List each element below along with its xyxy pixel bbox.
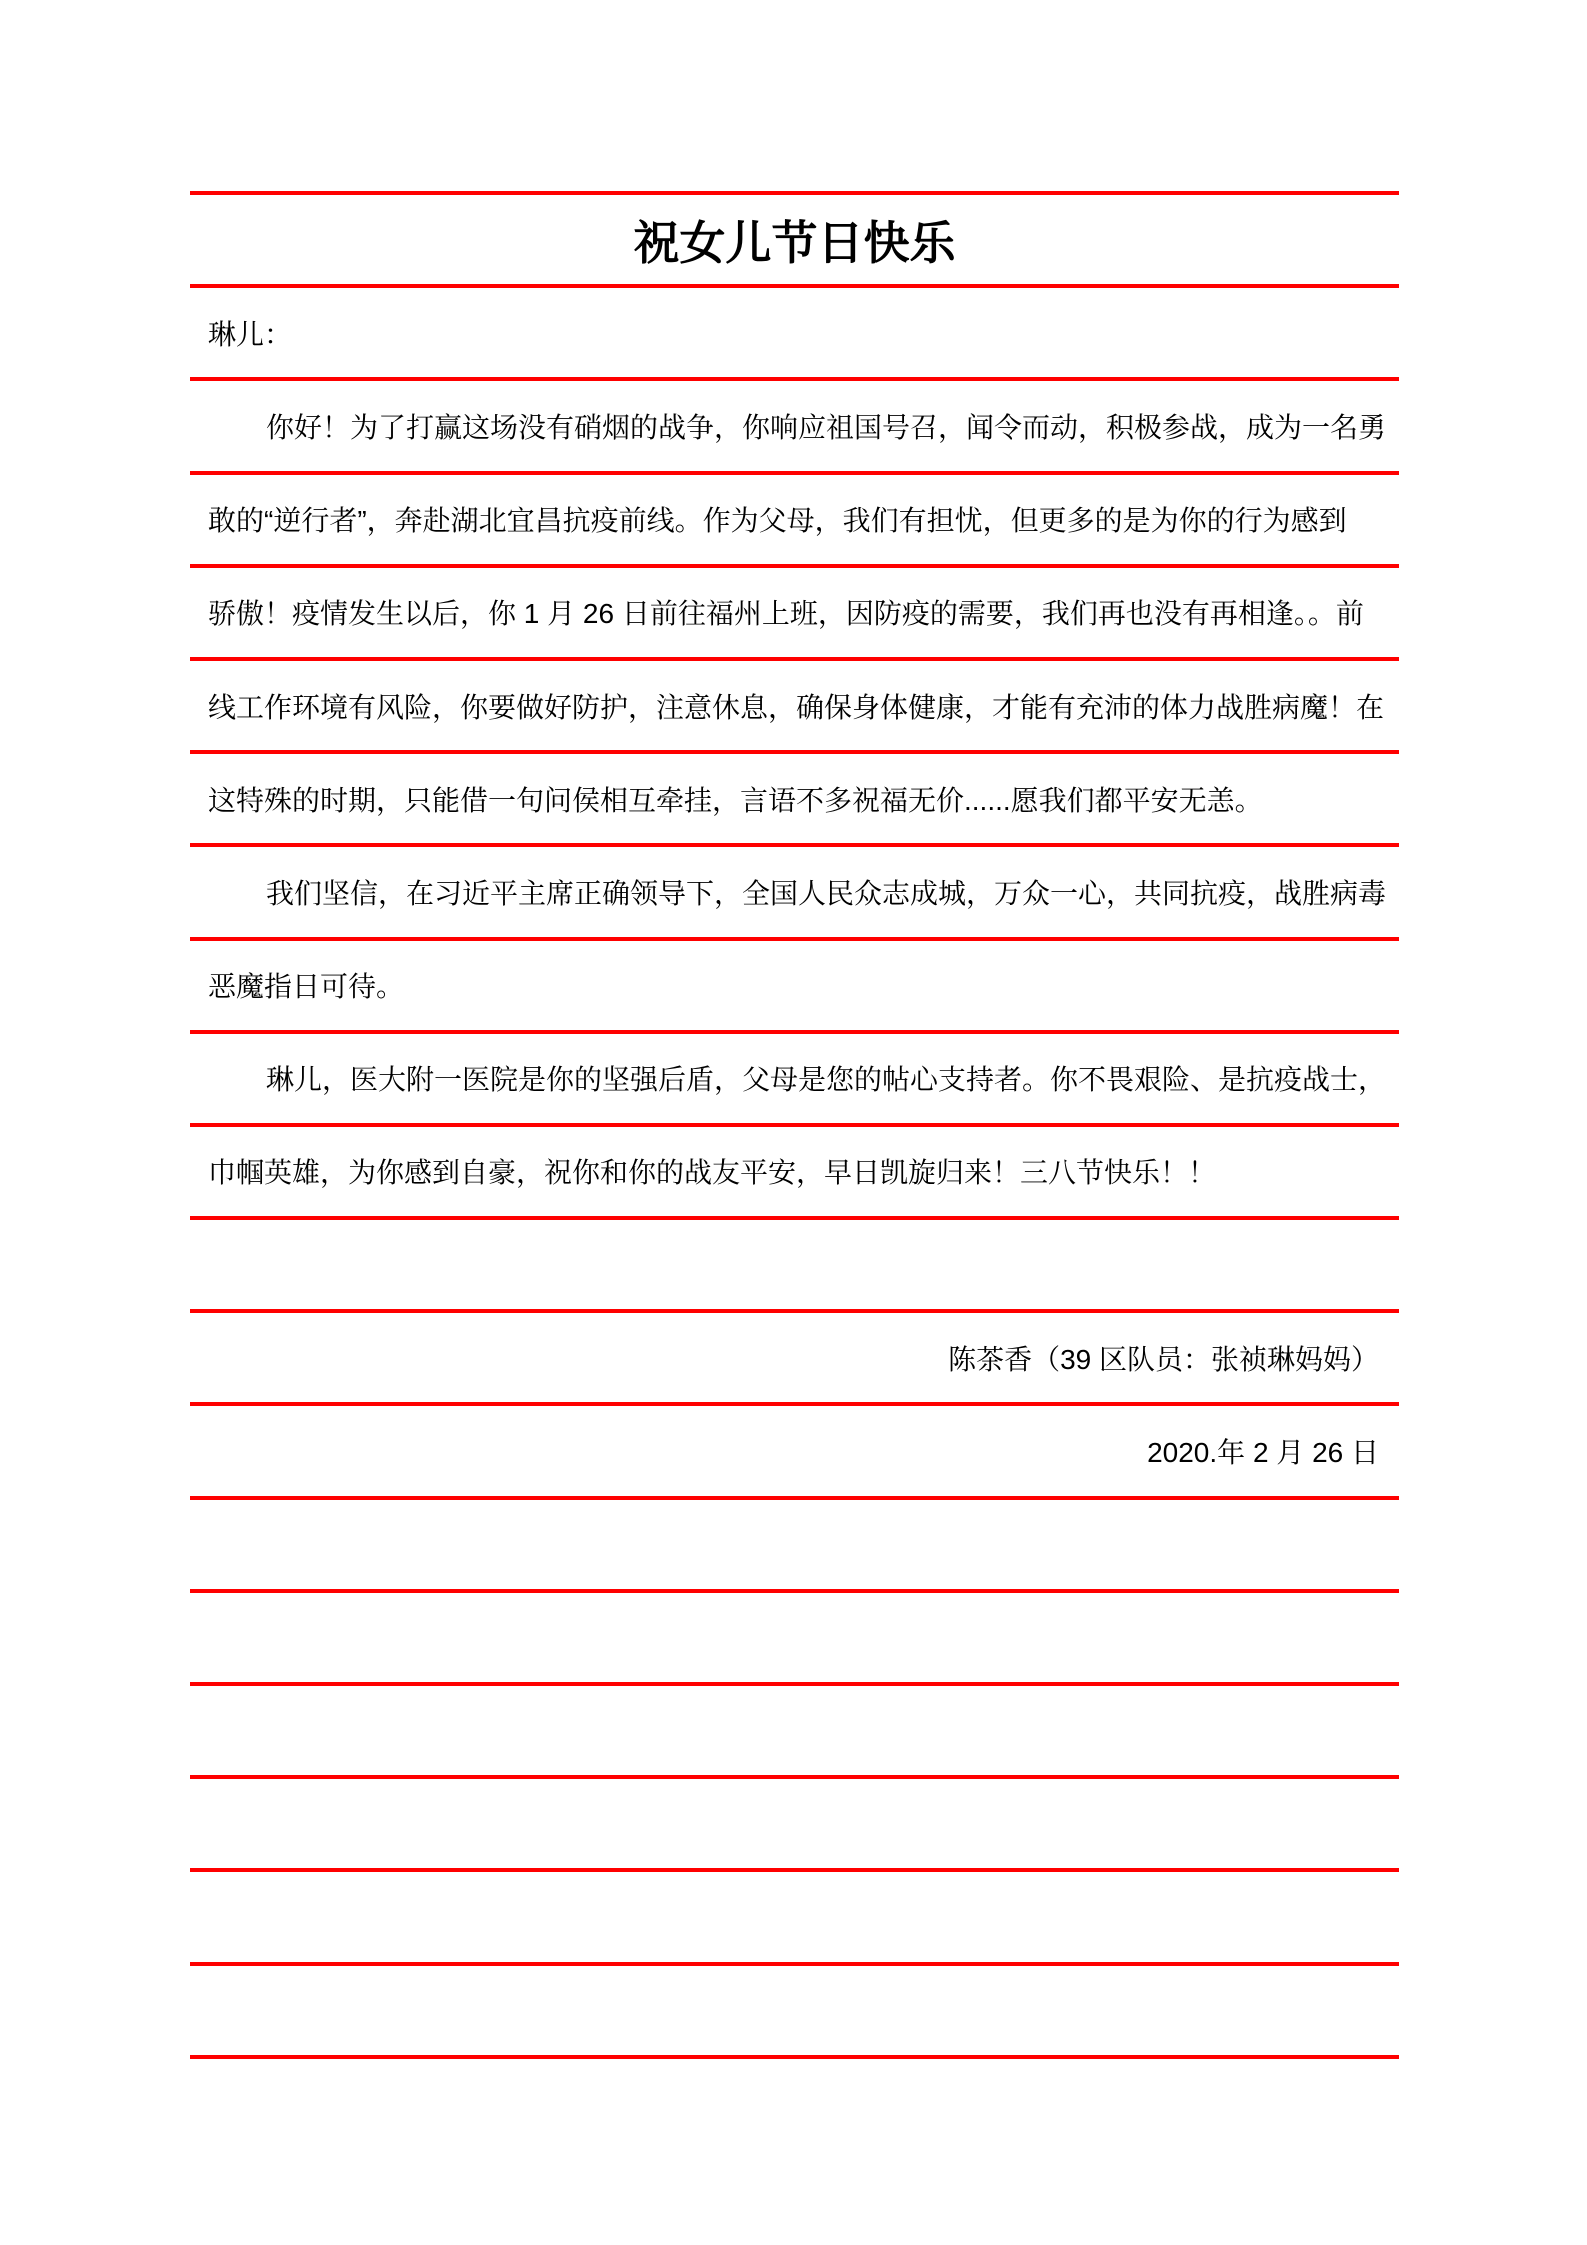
body-row	[190, 564, 1399, 657]
letter-line: 骄傲！疫情发生以后，你 1 月 26 日前往福州上班，因防疫的需要，我们再也没有再相逢。。前	[208, 598, 1364, 630]
body-row	[190, 1123, 1399, 1216]
body-row	[190, 750, 1399, 843]
body-row	[190, 843, 1399, 936]
body-row	[190, 471, 1399, 564]
body-row	[190, 377, 1399, 470]
signature-text: 陈茶香（39 区队员：张祯琳妈妈）	[948, 1343, 1379, 1375]
letter-line: 敢的“逆行者”，奔赴湖北宜昌抗疫前线。作为父母，我们有担忧，但更多的是为你的行为感到	[208, 505, 1347, 537]
letter-line: 琳儿，医大附一医院是你的坚强后盾，父母是您的帖心支持者。你不畏艰险、是抗疫战士，	[266, 1064, 1387, 1096]
letter-line: 线工作环境有风险，你要做好防护，注意休息，确保身体健康，才能有充沛的体力战胜病魔！在	[208, 691, 1385, 723]
empty-row	[190, 1775, 1399, 1868]
letter-line: 我们坚信，在习近平主席正确领导下，全国人民众志成城，万众一心，共同抗疫，战胜病毒	[266, 877, 1387, 909]
letter-title: 祝女儿节日快乐	[633, 216, 956, 269]
body-row	[190, 1030, 1399, 1123]
empty-row	[190, 1682, 1399, 1775]
empty-row	[190, 1589, 1399, 1682]
salutation-row	[190, 284, 1399, 377]
letter-line: 巾帼英雄，为你感到自豪，祝你和你的战友平安，早日凯旋归来！三八节快乐！！	[208, 1157, 1217, 1189]
empty-row	[190, 1868, 1399, 1961]
body-row	[190, 657, 1399, 750]
salutation-text: 琳儿：	[208, 318, 293, 350]
signature-row	[190, 1309, 1399, 1402]
letter-line: 你好！为了打赢这场没有硝烟的战争，你响应祖国号召，闻令而动，积极参战，成为一名勇	[266, 411, 1387, 443]
letter-line: 恶魔指日可待。	[208, 971, 405, 1003]
letter-line: 这特殊的时期，只能借一句问侯相互牵挂，言语不多祝福无价......愿我们都平安无恙。	[208, 784, 1263, 816]
title-row	[190, 191, 1399, 284]
ruled-area	[190, 0, 1399, 2059]
ruled-line-bottom	[190, 2055, 1399, 2059]
date-text: 2020.年 2 月 26 日	[1147, 1437, 1379, 1469]
body-row	[190, 937, 1399, 1030]
empty-row	[190, 1496, 1399, 1589]
date-row	[190, 1402, 1399, 1495]
empty-row	[190, 1962, 1399, 2055]
empty-row	[190, 1216, 1399, 1309]
